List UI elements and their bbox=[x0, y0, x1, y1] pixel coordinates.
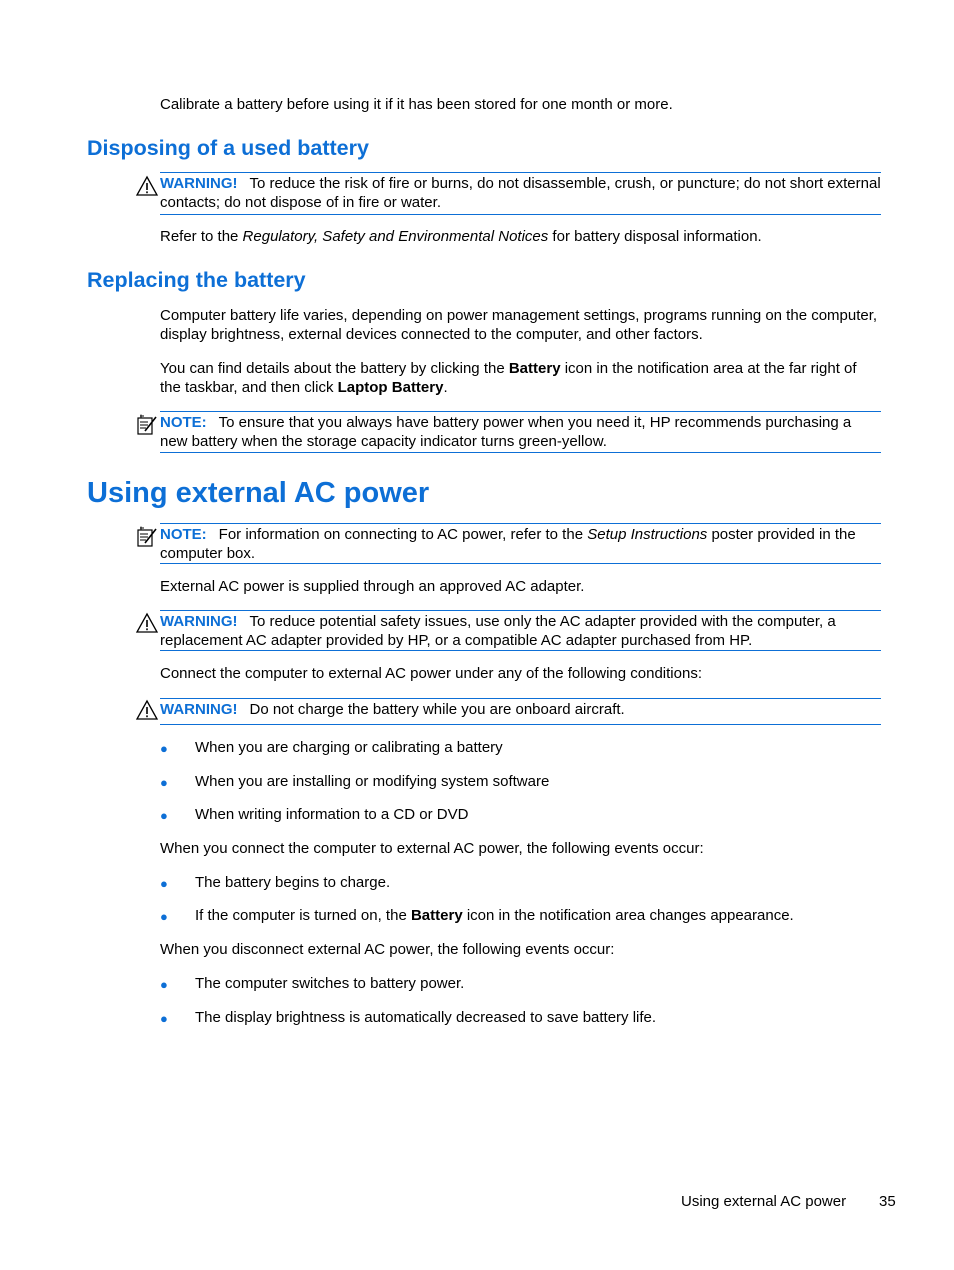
page-number: 35 bbox=[879, 1193, 896, 1210]
warning-icon bbox=[135, 612, 159, 634]
warning-text: Do not charge the battery while you are onboard aircraft. bbox=[249, 701, 625, 718]
note-icon bbox=[135, 526, 159, 548]
bullet-icon: ● bbox=[160, 775, 168, 790]
text-span: If the computer is turned on, the bbox=[195, 907, 411, 924]
paragraph-ac-supplied: External AC power is supplied through an approved AC adapter. bbox=[160, 578, 585, 595]
warning-text: To reduce potential safety issues, use only the AC adapter provided with the computer, a replacement AC adapter provided by HP, or a compatible AC adapter purchased from HP. bbox=[160, 613, 836, 649]
paragraph-calibrate: Calibrate a battery before using it if it has been stored for one month or more. bbox=[160, 96, 673, 113]
note-box-ac bbox=[160, 523, 881, 564]
bullet-icon: ● bbox=[160, 741, 168, 756]
warning-text: To reduce the risk of fire or burns, do not disassemble, crush, or puncture; do not short external contacts; do not dispose of in fire or water. bbox=[160, 175, 881, 211]
bold-term: Battery bbox=[508, 360, 561, 377]
note-text: For information on connecting to AC power, refer to the bbox=[218, 526, 588, 543]
text-span: . bbox=[443, 379, 448, 396]
bullet-icon: ● bbox=[160, 909, 168, 924]
heading-disposing: Disposing of a used battery bbox=[87, 136, 369, 160]
text-span: icon in the notification area at the far right of the taskbar, and then click bbox=[160, 360, 857, 396]
paragraph-battery-life: Computer battery life varies, depending on power management settings, programs running on the computer, display brightness, external devices connected to the computer, and other factors. bbox=[160, 307, 878, 343]
text-span: for battery disposal information. bbox=[548, 228, 762, 245]
note-text: To ensure that you always have battery power when you need it, HP recommends purchasing a new battery when the storage capacity indicator turns green-yellow. bbox=[160, 414, 852, 450]
note-label: NOTE: bbox=[160, 526, 207, 543]
warning-box-adapter bbox=[160, 610, 881, 651]
list-item: When you are installing or modifying system software bbox=[195, 773, 550, 790]
paragraph-refer bbox=[160, 227, 880, 246]
bullet-icon: ● bbox=[160, 808, 168, 823]
warning-label: WARNING! bbox=[160, 175, 238, 192]
warning-label: WARNING! bbox=[160, 701, 238, 718]
warning-box-disposal bbox=[160, 172, 881, 215]
list-item bbox=[195, 906, 885, 925]
list-item: The display brightness is automatically decreased to save battery life. bbox=[195, 1009, 657, 1026]
paragraph-disconnect-events: When you disconnect external AC power, the following events occur: bbox=[160, 941, 615, 958]
heading-ac-power: Using external AC power bbox=[87, 477, 430, 509]
italic-title: Regulatory, Safety and Environmental Notices bbox=[242, 228, 549, 245]
bold-term: Battery bbox=[410, 907, 463, 924]
italic-title: Setup Instructions bbox=[587, 526, 708, 543]
bullet-icon: ● bbox=[160, 1011, 168, 1026]
note-box-battery bbox=[160, 411, 881, 453]
bold-term: Laptop Battery bbox=[337, 379, 444, 396]
warning-icon bbox=[135, 699, 159, 721]
list-item: The computer switches to battery power. bbox=[195, 975, 465, 992]
note-label: NOTE: bbox=[160, 414, 207, 431]
list-item: The battery begins to charge. bbox=[195, 874, 391, 891]
text-span: Refer to the bbox=[160, 228, 243, 245]
note-icon bbox=[135, 414, 159, 436]
warning-icon bbox=[135, 175, 159, 197]
warning-box-aircraft bbox=[160, 698, 881, 725]
heading-replacing: Replacing the battery bbox=[87, 268, 306, 292]
paragraph-battery-details bbox=[160, 359, 880, 397]
list-item: When writing information to a CD or DVD bbox=[195, 806, 469, 823]
list-item: When you are charging or calibrating a battery bbox=[195, 739, 503, 756]
text-span: icon in the notification area changes appearance. bbox=[462, 907, 794, 924]
text-span: You can find details about the battery by clicking the bbox=[160, 360, 509, 377]
bullet-icon: ● bbox=[160, 977, 168, 992]
paragraph-connect-conditions: Connect the computer to external AC power under any of the following conditions: bbox=[160, 665, 702, 682]
bullet-icon: ● bbox=[160, 876, 168, 891]
paragraph-connect-events: When you connect the computer to external AC power, the following events occur: bbox=[160, 840, 704, 857]
warning-label: WARNING! bbox=[160, 613, 238, 630]
note-text: poster provided in the computer box. bbox=[160, 526, 856, 562]
footer-section-title: Using external AC power bbox=[681, 1193, 847, 1210]
